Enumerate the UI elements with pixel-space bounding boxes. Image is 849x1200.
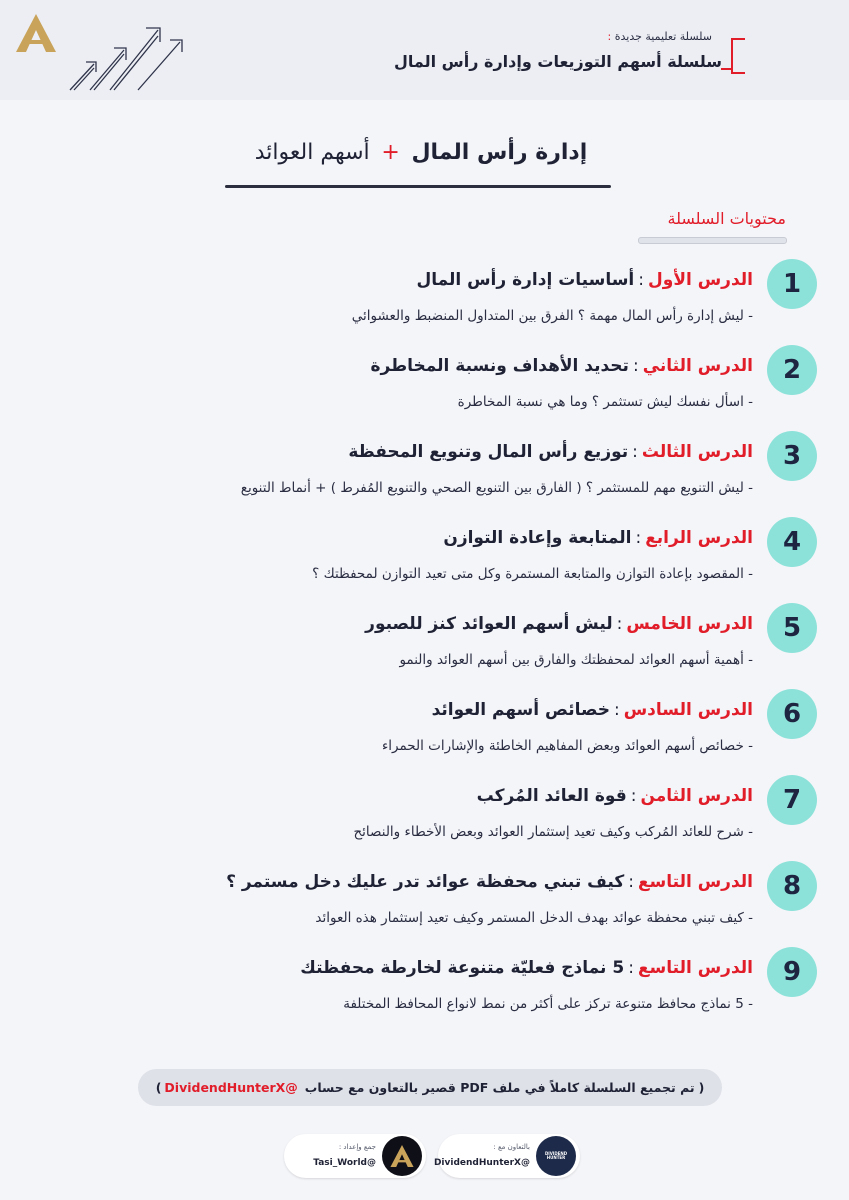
growth-arrows-icon bbox=[66, 18, 186, 94]
lesson-title: 5 نماذج فعليّة متنوعة لخارطة محفظتك bbox=[300, 958, 625, 978]
lesson-description: - ليش التنويع مهم للمستثمر ؟ ( الفارق بين التنويع الصحي والتنويع المُفرط ) + أنماط التنويع bbox=[240, 480, 753, 496]
footer-note bbox=[138, 1069, 722, 1106]
lesson-label: الدرس الثامن bbox=[640, 786, 753, 806]
lesson-number: 4 bbox=[767, 517, 817, 567]
series-subtitle bbox=[608, 30, 713, 43]
lesson-heading: الدرس التاسع:كيف تبني محفظة عوائد تدر عليك دخل مستمر ؟ bbox=[226, 872, 753, 892]
contents-underline bbox=[638, 237, 787, 244]
tasi-world-avatar bbox=[382, 1136, 422, 1176]
collaboration-caption: بالتعاون مع : bbox=[493, 1143, 530, 1151]
lesson-label: الدرس الأول bbox=[648, 270, 753, 290]
lesson-description: - اسأل نفسك ليش تستثمر ؟ وما هي نسبة المخاطرة bbox=[457, 394, 753, 410]
lesson-title: خصائص أسهم العوائد bbox=[431, 700, 610, 720]
lesson-heading: الدرس الثامن:قوة العائد المُركب bbox=[476, 786, 753, 806]
lesson-label: الدرس التاسع bbox=[637, 872, 753, 892]
brand-logo-icon bbox=[390, 1145, 414, 1167]
lesson-item bbox=[57, 431, 817, 511]
lesson-item bbox=[57, 517, 817, 597]
contents-label: محتويات السلسلة bbox=[667, 209, 786, 228]
lesson-heading: الدرس الخامس:ليش أسهم العوائد كنز للصبور bbox=[365, 614, 753, 634]
lesson-title: قوة العائد المُركب bbox=[476, 786, 627, 806]
footer-note-text: تم تجميع السلسلة كاملاً في ملف PDF قصير بالتعاون مع حساب bbox=[304, 1080, 695, 1095]
header-banner bbox=[0, 0, 849, 100]
lesson-title: ليش أسهم العوائد كنز للصبور bbox=[365, 614, 613, 634]
lesson-heading: الدرس السادس:خصائص أسهم العوائد bbox=[431, 700, 753, 720]
lesson-label: الدرس الخامس bbox=[626, 614, 753, 634]
series-subtitle-mark: : bbox=[607, 30, 612, 43]
lesson-description: - خصائص أسهم العوائد وبعض المفاهيم الخاطئة والإشارات الحمراء bbox=[381, 738, 753, 754]
lesson-label: الدرس الثاني bbox=[642, 356, 753, 376]
footer-note-handle[interactable]: @DividendHunterX bbox=[164, 1080, 298, 1095]
lesson-heading: الدرس الأول:أساسيات إدارة رأس المال bbox=[416, 270, 753, 290]
lesson-number: 5 bbox=[767, 603, 817, 653]
header-bracket-tail bbox=[721, 68, 733, 70]
page-title-plus: + bbox=[381, 140, 400, 165]
lesson-description: - أهمية أسهم العوائد لمحفظتك والفارق بين أسهم العوائد والنمو bbox=[399, 652, 753, 668]
lesson-description: - كيف تبني محفظة عوائد بهدف الدخل المستمر وكيف تعيد إستثمار هذه العوائد bbox=[315, 910, 753, 926]
lesson-description: - شرح للعائد المُركب وكيف تعيد إستثمار العوائد وبعض الأخطاء والنصائح bbox=[353, 824, 753, 840]
lesson-label: الدرس السادس bbox=[623, 700, 753, 720]
lesson-number: 6 bbox=[767, 689, 817, 739]
lesson-item bbox=[57, 603, 817, 683]
prepared-by-caption: جمع وإعداد : bbox=[338, 1143, 376, 1151]
lesson-number: 7 bbox=[767, 775, 817, 825]
lesson-heading: الدرس التاسع:5 نماذج فعليّة متنوعة لخارطة محفظتك bbox=[300, 958, 753, 978]
footer-note-open: ( bbox=[698, 1080, 705, 1095]
lesson-description: - 5 نماذج محافظ متنوعة تركز على أكثر من نمط لانواع المحافظ المختلفة bbox=[343, 996, 753, 1012]
lesson-description: - ليش إدارة رأس المال مهمة ؟ الفرق بين المتداول المنضبط والعشوائي bbox=[351, 308, 753, 324]
page-title-part2: أسهم العوائد bbox=[254, 140, 370, 165]
page-title-part1: إدارة رأس المال bbox=[411, 140, 588, 165]
lesson-number: 8 bbox=[767, 861, 817, 911]
lesson-label: الدرس التاسع bbox=[637, 958, 753, 978]
lesson-description: - المقصود بإعادة التوازن والمتابعة المستمرة وكل متى تعيد التوازن لمحفظتك ؟ bbox=[312, 566, 753, 582]
header-bracket bbox=[731, 38, 745, 74]
brand-logo-icon bbox=[16, 14, 56, 52]
lesson-number: 2 bbox=[767, 345, 817, 395]
prepared-by-handle[interactable]: @Tasi_World bbox=[313, 1158, 376, 1168]
lesson-title: تحديد الأهداف ونسبة المخاطرة bbox=[370, 356, 629, 376]
prepared-by-card[interactable] bbox=[284, 1134, 426, 1178]
lesson-item bbox=[57, 775, 817, 855]
dividend-hunter-logo-text: DIVIDEND HUNTER bbox=[544, 1150, 568, 1160]
lesson-item bbox=[57, 861, 817, 941]
lesson-number: 1 bbox=[767, 259, 817, 309]
lesson-item bbox=[57, 345, 817, 425]
dividend-hunter-avatar bbox=[536, 1136, 576, 1176]
lesson-item bbox=[57, 947, 817, 1027]
lesson-title: توزيع رأس المال وتنويع المحفظة bbox=[348, 442, 629, 462]
lesson-heading: الدرس الثالث:توزيع رأس المال وتنويع المحفظة bbox=[348, 442, 753, 462]
footer-note-close: ) bbox=[155, 1080, 162, 1095]
lesson-heading: الدرس الرابع:المتابعة وإعادة التوازن bbox=[443, 528, 753, 548]
collaboration-handle[interactable]: @DividendHunterX bbox=[433, 1158, 530, 1168]
lesson-number: 3 bbox=[767, 431, 817, 481]
lesson-label: الدرس الثالث bbox=[641, 442, 753, 462]
lesson-item bbox=[57, 259, 817, 339]
lesson-label: الدرس الرابع bbox=[645, 528, 753, 548]
lesson-number: 9 bbox=[767, 947, 817, 997]
collaboration-card[interactable] bbox=[433, 1134, 580, 1178]
series-subtitle-text: سلسلة تعليمية جديدة bbox=[614, 30, 712, 43]
lesson-item bbox=[57, 689, 817, 769]
series-title: سلسلة أسهم التوزيعات وإدارة رأس المال bbox=[393, 52, 722, 71]
lesson-title: كيف تبني محفظة عوائد تدر عليك دخل مستمر ؟ bbox=[226, 872, 625, 892]
lesson-title: المتابعة وإعادة التوازن bbox=[443, 528, 632, 548]
page-title bbox=[231, 140, 611, 165]
lesson-heading: الدرس الثاني:تحديد الأهداف ونسبة المخاطرة bbox=[370, 356, 753, 376]
title-underline bbox=[225, 185, 611, 188]
lesson-title: أساسيات إدارة رأس المال bbox=[416, 270, 635, 290]
